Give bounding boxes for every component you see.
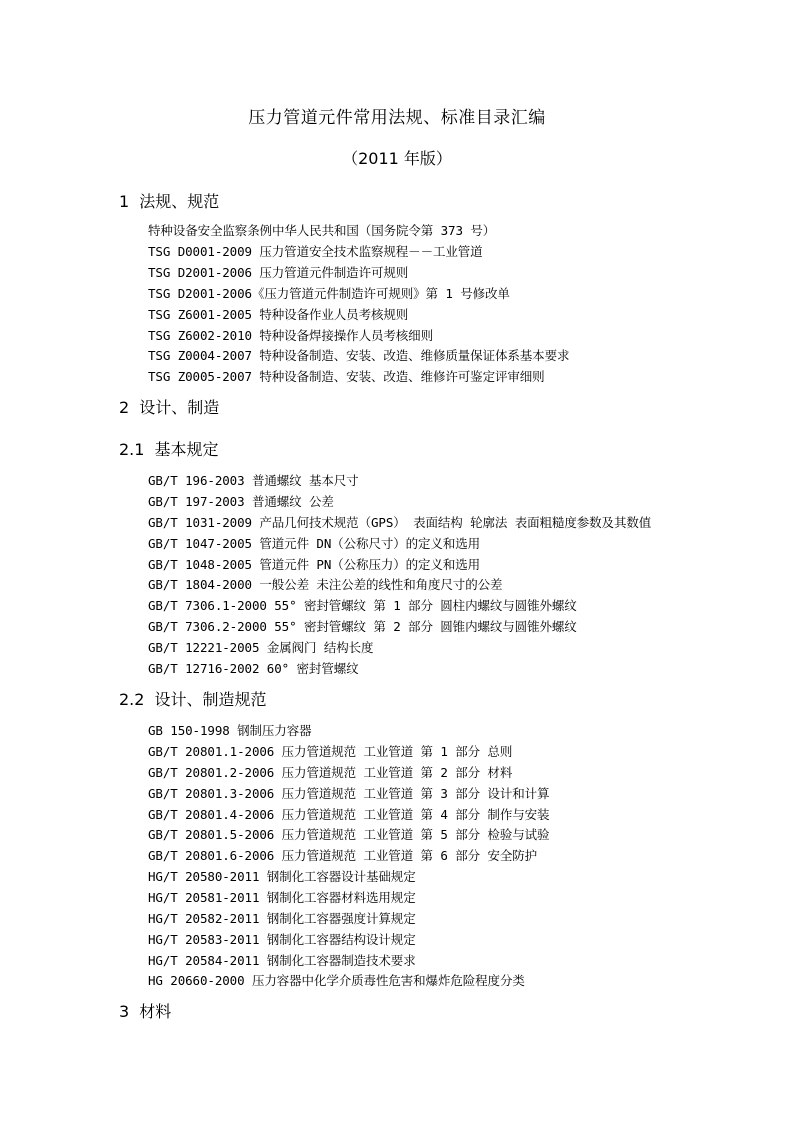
section-number: 3 <box>119 1002 130 1021</box>
section-heading-2 <box>119 397 219 419</box>
section-heading-2-1 <box>119 439 218 461</box>
list-item: TSG Z6002-2010 特种设备焊接操作人员考核细则 <box>148 328 433 343</box>
list-item: HG 20660-2000 压力容器中化学介质毒性危害和爆炸危险程度分类 <box>148 973 525 988</box>
list-item: GB 150-1998 钢制压力容器 <box>148 723 312 738</box>
list-item: TSG D2001-2006 压力管道元件制造许可规则 <box>148 265 409 280</box>
list-item: GB/T 20801.4-2006 压力管道规范 工业管道 第 4 部分 制作与安装 <box>148 807 550 822</box>
list-item: GB/T 12716-2002 60° 密封管螺纹 <box>148 661 359 676</box>
list-item: HG/T 20580-2011 钢制化工容器设计基础规定 <box>148 869 416 884</box>
document-title: 压力管道元件常用法规、标准目录汇编 <box>248 108 546 128</box>
document-subtitle: （2011 年版） <box>342 149 452 168</box>
section-number: 2.1 <box>119 440 145 459</box>
list-item: GB/T 7306.1-2000 55° 密封管螺纹 第 1 部分 圆柱内螺纹与圆锥外螺纹 <box>148 598 577 613</box>
list-item: GB/T 20801.2-2006 压力管道规范 工业管道 第 2 部分 材料 <box>148 765 513 780</box>
list-item: GB/T 1047-2005 管道元件 DN（公称尺寸）的定义和选用 <box>148 536 481 551</box>
section-label: 材料 <box>139 1002 172 1021</box>
list-item: TSG Z0005-2007 特种设备制造、安装、改造、维修许可鉴定评审细则 <box>148 369 545 384</box>
list-item: GB/T 12221-2005 金属阀门 结构长度 <box>148 640 374 655</box>
list-item: HG/T 20581-2011 钢制化工容器材料选用规定 <box>148 890 416 905</box>
list-item: TSG Z0004-2007 特种设备制造、安装、改造、维修质量保证体系基本要求 <box>148 348 570 363</box>
list-item: TSG Z6001-2005 特种设备作业人员考核规则 <box>148 307 409 322</box>
section-heading-1 <box>119 191 219 213</box>
section-heading-2-2 <box>119 689 266 711</box>
list-item: GB/T 1031-2009 产品几何技术规范（GPS） 表面结构 轮廓法 表面粗糙度参数及其数值 <box>148 515 652 530</box>
list-item: GB/T 7306.2-2000 55° 密封管螺纹 第 2 部分 圆锥内螺纹与圆锥外螺纹 <box>148 619 577 634</box>
section-label: 设计、制造 <box>139 398 220 417</box>
list-item: GB/T 20801.1-2006 压力管道规范 工业管道 第 1 部分 总则 <box>148 744 513 759</box>
section-label: 法规、规范 <box>139 192 220 211</box>
section-label: 基本规定 <box>154 440 219 459</box>
list-item: HG/T 20584-2011 钢制化工容器制造技术要求 <box>148 953 416 968</box>
list-item: 特种设备安全监察条例中华人民共和国（国务院令第 373 号） <box>148 223 496 238</box>
list-item: GB/T 1804-2000 一般公差 未注公差的线性和角度尺寸的公差 <box>148 577 503 592</box>
list-item: GB/T 1048-2005 管道元件 PN（公称压力）的定义和选用 <box>148 557 481 572</box>
list-item: GB/T 20801.3-2006 压力管道规范 工业管道 第 3 部分 设计和计算 <box>148 786 550 801</box>
list-item: TSG D0001-2009 压力管道安全技术监察规程－－工业管道 <box>148 244 483 259</box>
section-number: 2 <box>119 398 130 417</box>
section-number: 2.2 <box>119 690 145 709</box>
list-item: GB/T 20801.6-2006 压力管道规范 工业管道 第 6 部分 安全防护 <box>148 848 538 863</box>
list-item: HG/T 20582-2011 钢制化工容器强度计算规定 <box>148 911 416 926</box>
section-heading-3 <box>119 1001 171 1023</box>
list-item: GB/T 20801.5-2006 压力管道规范 工业管道 第 5 部分 检验与试验 <box>148 827 550 842</box>
list-item: GB/T 197-2003 普通螺纹 公差 <box>148 494 334 509</box>
section-number: 1 <box>119 192 130 211</box>
list-item: GB/T 196-2003 普通螺纹 基本尺寸 <box>148 473 359 488</box>
list-item: HG/T 20583-2011 钢制化工容器结构设计规定 <box>148 932 416 947</box>
section-label: 设计、制造规范 <box>154 690 267 709</box>
list-item: TSG D2001-2006《压力管道元件制造许可规则》第 1 号修改单 <box>148 286 510 301</box>
